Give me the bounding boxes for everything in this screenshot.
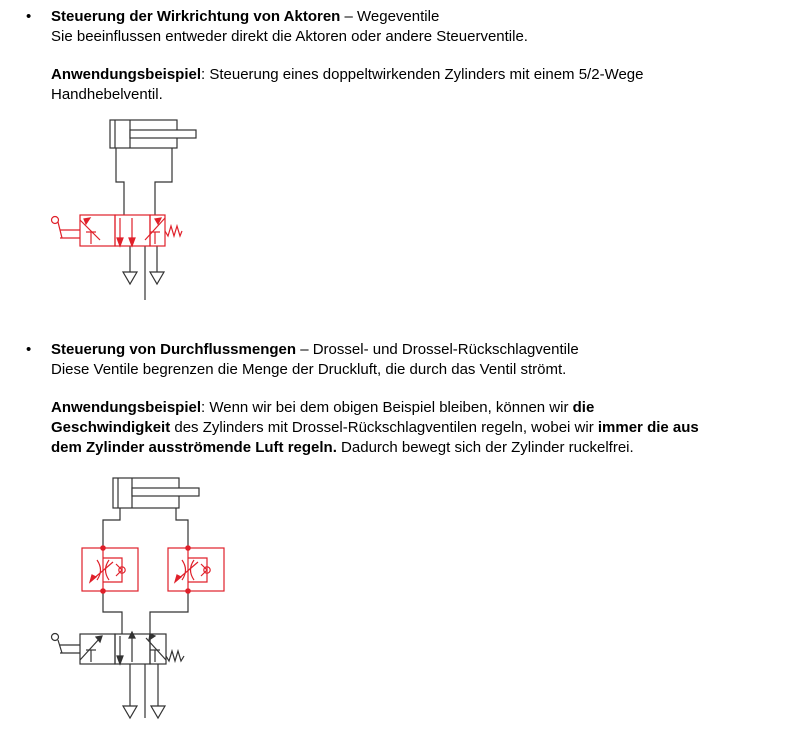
example-line-1: [51, 398, 594, 418]
pneumatic-diagram-1-icon: [40, 112, 200, 304]
example-label: Anwendungsbeispiel: [51, 399, 202, 416]
heading-bold: Steuerung von Durchflussmengen: [51, 341, 297, 358]
heading-rest: – Wegeventile: [340, 8, 440, 25]
bullet: •: [26, 8, 32, 25]
example-line-1: [51, 65, 643, 85]
example-part-7: Dadurch bewegt sich der Zylinder ruckelfrei.: [336, 439, 634, 456]
heading-bold: Steuerung der Wirkrichtung von Aktoren: [51, 8, 341, 25]
example-part-1: : Wenn wir bei dem obigen Beispiel bleiben, können wir: [201, 399, 573, 416]
example-part-4: des Zylinders mit Drossel-Rückschlagventilen regeln, wobei wir: [170, 419, 598, 436]
example-line-2: Handhebelventil.: [51, 86, 163, 103]
example-part-2: die: [572, 399, 595, 416]
example-part-3: Geschwindigkeit: [51, 419, 171, 436]
example-line-2: [51, 418, 699, 438]
pneumatic-diagram-2-icon: [40, 472, 240, 722]
heading-rest: – Drossel- und Drossel-Rückschlagventile: [296, 341, 579, 358]
example-label: Anwendungsbeispiel: [51, 66, 202, 83]
description: Diese Ventile begrenzen die Menge der Druckluft, die durch das Ventil strömt.: [51, 361, 567, 378]
example-line-3: [51, 438, 634, 458]
heading-line: [51, 340, 579, 360]
bullet: •: [26, 341, 32, 358]
heading-line: [51, 7, 439, 27]
description: Sie beeinflussen entweder direkt die Aktoren oder andere Steuerventile.: [51, 28, 528, 45]
example-part-5: immer die aus: [597, 419, 699, 436]
example-part-6: dem Zylinder ausströmende Luft regeln.: [51, 439, 337, 456]
example-text-1: : Steuerung eines doppeltwirkenden Zylinders mit einem 5/2-Wege: [201, 66, 644, 83]
